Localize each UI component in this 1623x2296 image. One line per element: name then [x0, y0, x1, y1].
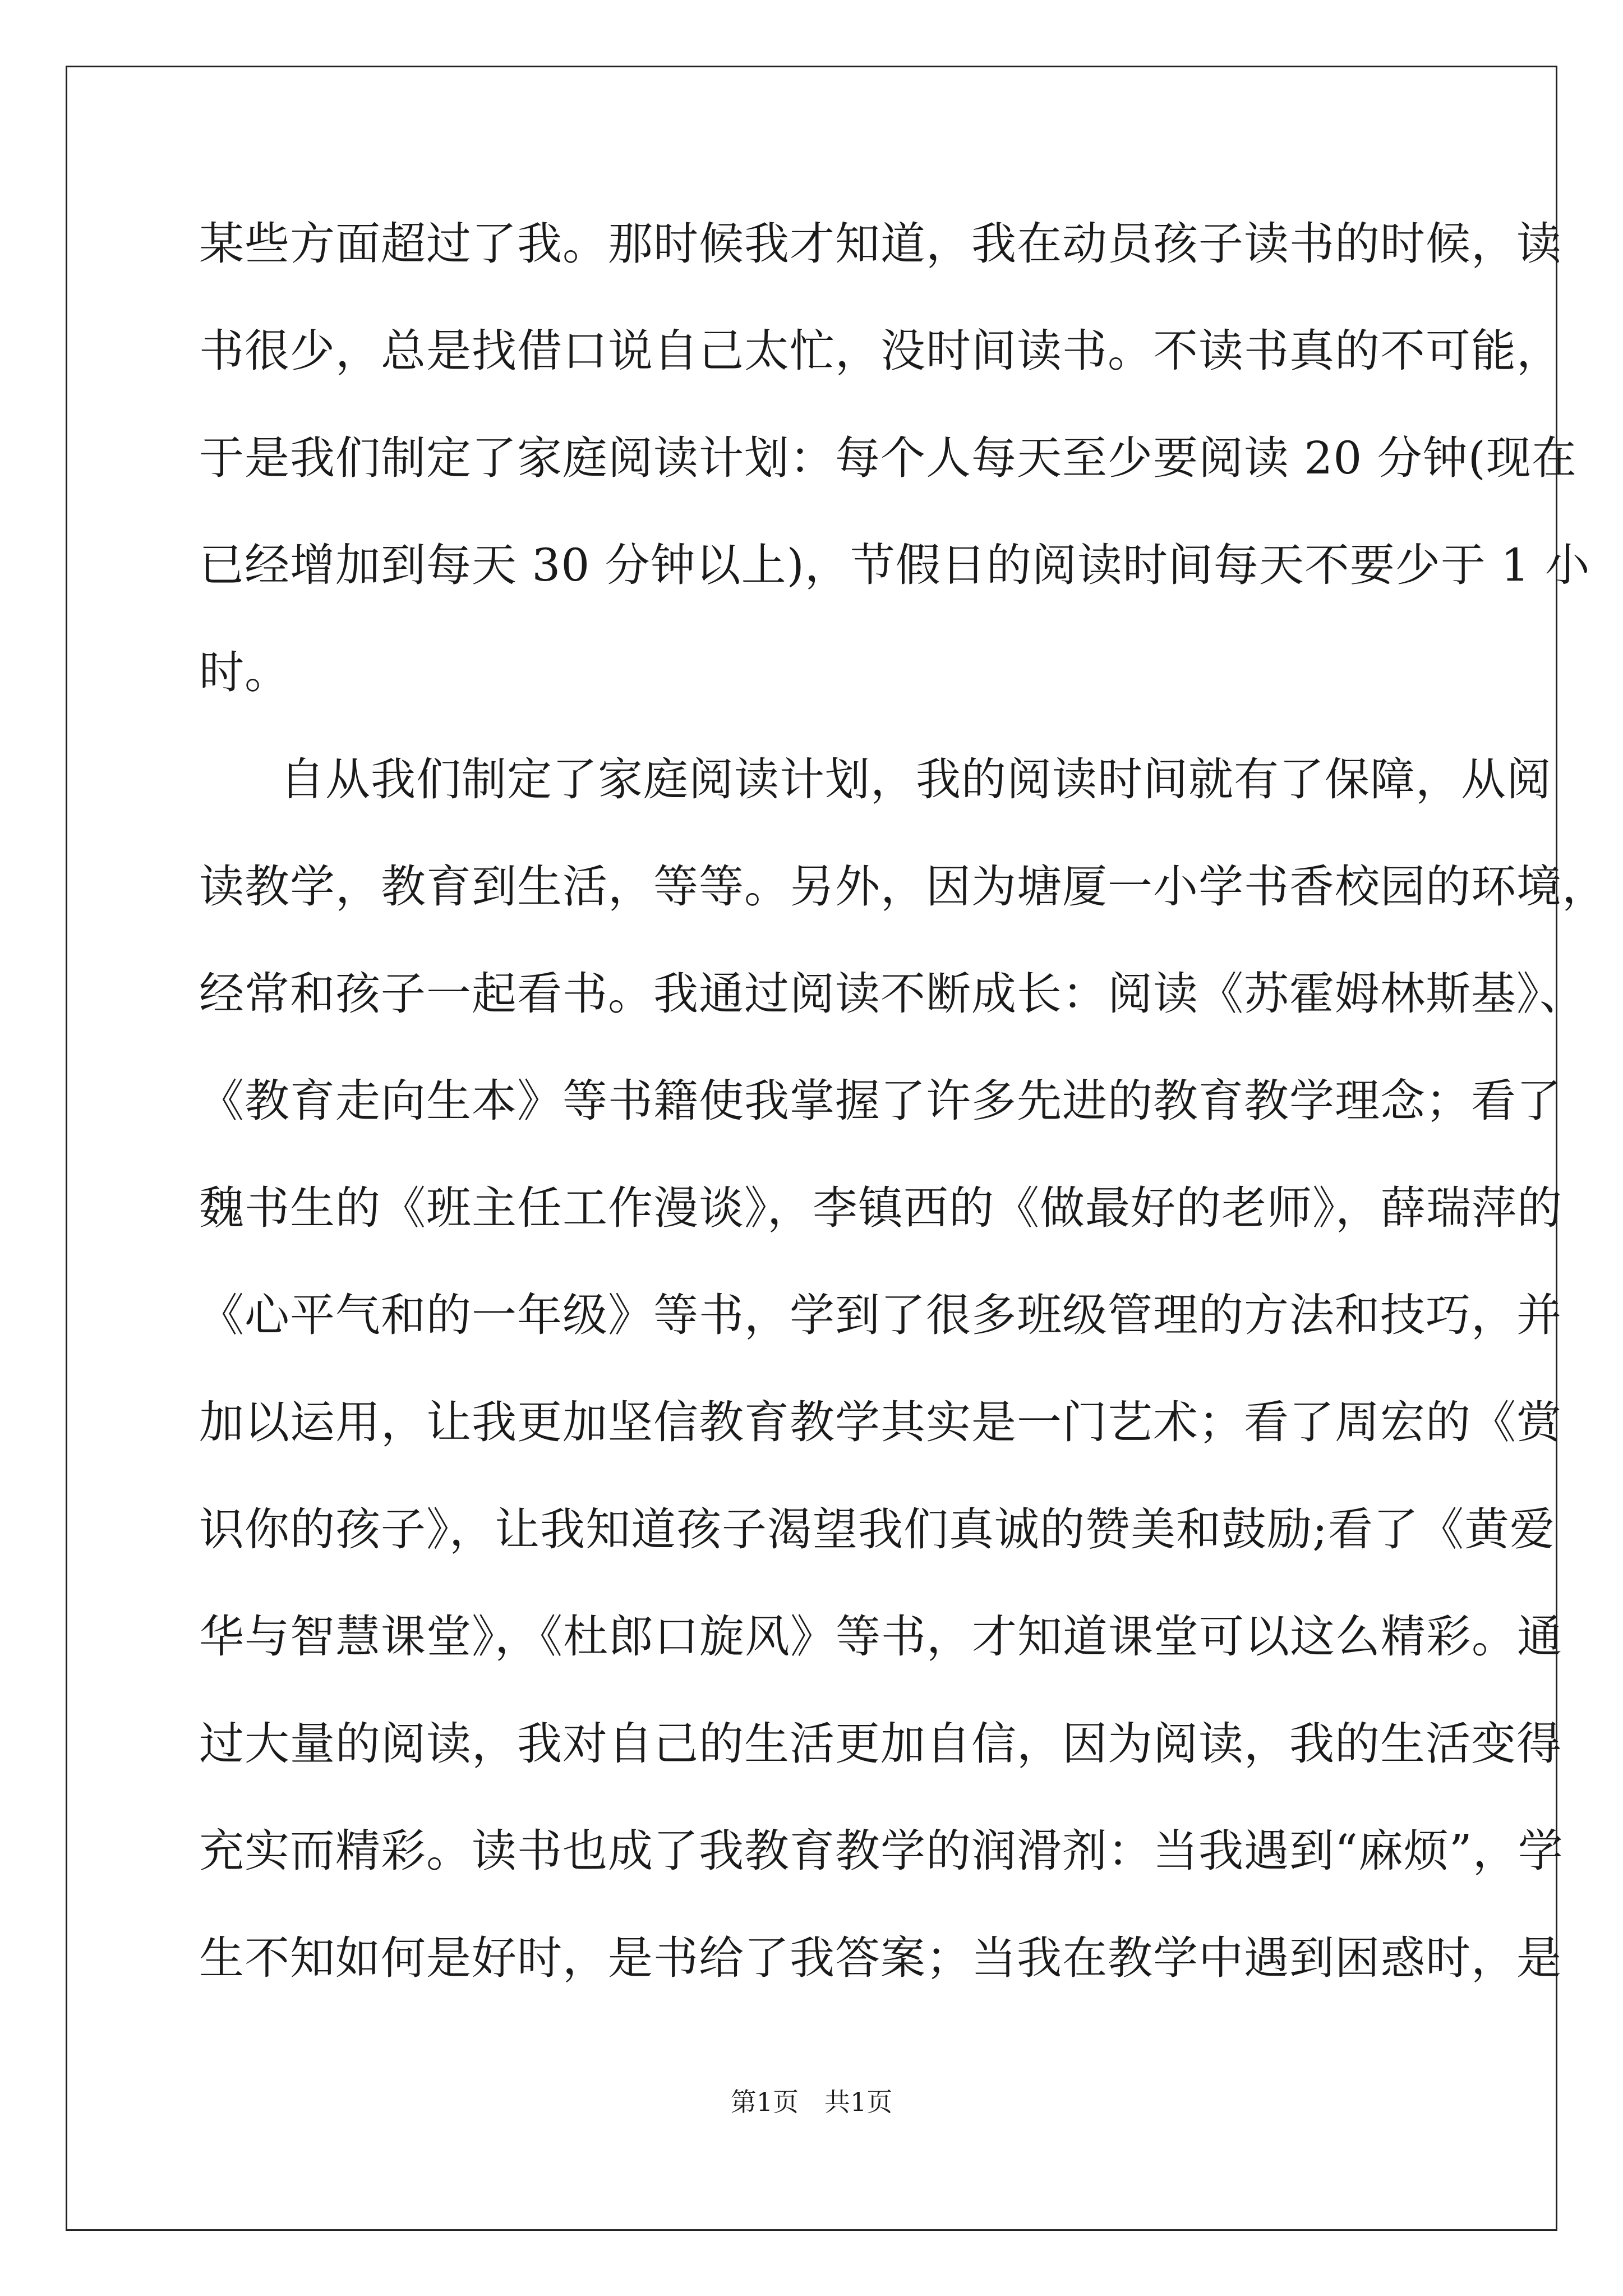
- document-body: [199, 218, 1607, 2043]
- text-line: 某些方面超过了我。那时候我才知道，我在动员孩子读书的时候，读: [199, 218, 1562, 270]
- text-line: 书很少，总是找借口说自己太忙，没时间读书。不读书真的不可能，: [199, 325, 1562, 377]
- page-number-footer: 第1页 共1页: [730, 2087, 893, 2117]
- text-line: 《教育走向生本》等书籍使我掌握了许多先进的教育教学理念；看了: [199, 1075, 1562, 1127]
- text-line: 时。: [199, 646, 290, 698]
- paragraph-first-line: 自从我们制定了家庭阅读计划，我的阅读时间就有了保障，从阅: [280, 753, 1552, 806]
- text-line: 充实而精彩。读书也成了我教育教学的润滑剂：当我遇到“麻烦”，学: [199, 1825, 1564, 1877]
- text-line: 经常和孩子一起看书。我通过阅读不断成长：阅读《苏霍姆林斯基》、: [199, 968, 1585, 1020]
- text-line: 《心平气和的一年级》等书，学到了很多班级管理的方法和技巧，并: [199, 1289, 1562, 1341]
- text-line: 魏书生的《班主任工作漫谈》，李镇西的《做最好的老师》，薛瑞萍的: [199, 1182, 1562, 1234]
- text-line: 华与智慧课堂》，《杜郎口旋风》等书，才知道课堂可以这么精彩。通: [199, 1611, 1562, 1663]
- text-line: 识你的孩子》，让我知道孩子渴望我们真诚的赞美和鼓励;看了《黄爱: [199, 1503, 1555, 1556]
- text-line: 于是我们制定了家庭阅读计划：每个人每天至少要阅读 20 分钟(现在: [199, 432, 1577, 484]
- text-line: 已经增加到每天 30 分钟以上)，节假日的阅读时间每天不要少于 1 小: [199, 539, 1590, 591]
- text-line: 加以运用，让我更加坚信教育教学其实是一门艺术；看了周宏的《赏: [199, 1396, 1562, 1448]
- text-line: 过大量的阅读，我对自己的生活更加自信，因为阅读，我的生活变得: [199, 1718, 1562, 1770]
- text-line: 生不知如何是好时，是书给了我答案；当我在教学中遇到困惑时，是: [199, 1932, 1562, 1984]
- text-line: 读教学，教育到生活，等等。另外，因为塘厦一小学书香校园的环境，: [199, 861, 1607, 913]
